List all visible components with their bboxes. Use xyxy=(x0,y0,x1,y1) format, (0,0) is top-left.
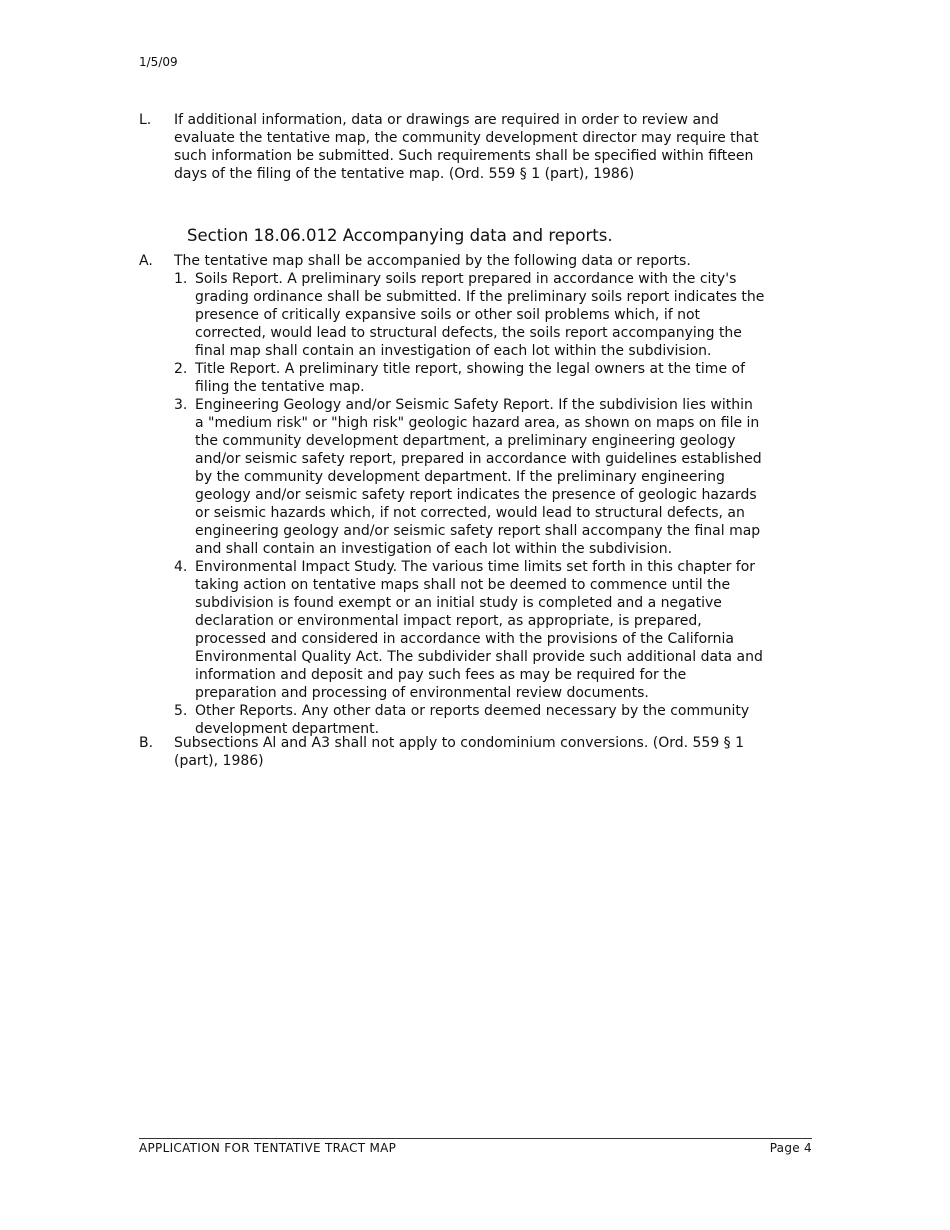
list-number: 2. xyxy=(174,361,188,377)
paragraph-text: If additional information, data or drawings are required in order to review and evaluate the tentative map, the community development director may require that such information be submitted. Such requirements shall be specified within fifteen days of the filing of the tentative map. (Ord. 559 § 1 (part), 1986) xyxy=(174,112,759,182)
list-text: Other Reports. Any other data or reports deemed necessary by the community development department. xyxy=(195,703,750,737)
paragraph-text: Subsections Al and A3 shall not apply to condominium conversions. (Ord. 559 § 1 (part), 1986) xyxy=(174,735,745,769)
paragraph-letter: B. xyxy=(139,735,154,751)
paragraph-letter: L. xyxy=(139,112,152,128)
list-number: 5. xyxy=(174,703,188,719)
page-footer xyxy=(139,1138,812,1156)
report-list xyxy=(174,270,779,738)
list-text: Soils Report. A preliminary soils report prepared in accordance with the city's grading ordinance shall be submitted. If the preliminary soils report indicates the presence of critically expansive soils or other soil problems which, if not corrected, would lead to structural defects, the soils report accompanying the final map shall contain an investigation of each lot within the subdivision. xyxy=(195,271,765,359)
footer-title: APPLICATION FOR TENTATIVE TRACT MAP xyxy=(139,1141,397,1155)
list-text: Engineering Geology and/or Seismic Safety Report. If the subdivision lies within a "medium risk" or "high risk" geologic hazard area, as shown on maps on file in the community development department, a preliminary engineering geology and/or seismic safety report, prepared in accordance with guidelines established by the community development department. If the preliminary engineering geology and/or seismic safety report indicates the presence of geologic hazards or seismic hazards which, if not corrected, would lead to structural defects, an engineering geology and/or seismic safety report shall accompany the final map and shall contain an investigation of each lot within the subdivision. xyxy=(195,397,762,557)
list-number: 1. xyxy=(174,271,188,287)
list-item xyxy=(174,396,765,558)
list-item xyxy=(174,558,765,702)
header-date: 1/5/09 xyxy=(139,55,178,69)
list-number: 4. xyxy=(174,559,188,575)
paragraph-letter: A. xyxy=(139,253,153,269)
list-item xyxy=(174,360,765,396)
section-heading: Section 18.06.012 Accompanying data and reports. xyxy=(187,226,613,245)
list-item xyxy=(174,270,765,360)
paragraph-text: The tentative map shall be accompanied by the following data or reports. xyxy=(174,253,691,269)
page-number: Page 4 xyxy=(769,1141,812,1155)
list-text: Title Report. A preliminary title report, showing the legal owners at the time of filing the tentative map. xyxy=(195,361,746,395)
paragraph-A xyxy=(139,252,779,738)
list-text: Environmental Impact Study. The various time limits set forth in this chapter for taking action on tentative maps shall not be deemed to commence until the subdivision is found exempt or an initial study is completed and a negative declaration or environmental impact report, as appropriate, is prepared, processed and considered in accordance with the provisions of the California Environmental Quality Act. The subdivider shall provide such additional data and information and deposit and pay such fees as may be required for the preparation and processing of environmental review documents. xyxy=(195,559,763,701)
paragraph-L xyxy=(139,111,779,183)
paragraph-B xyxy=(139,734,779,770)
list-number: 3. xyxy=(174,397,188,413)
list-item xyxy=(174,702,765,738)
